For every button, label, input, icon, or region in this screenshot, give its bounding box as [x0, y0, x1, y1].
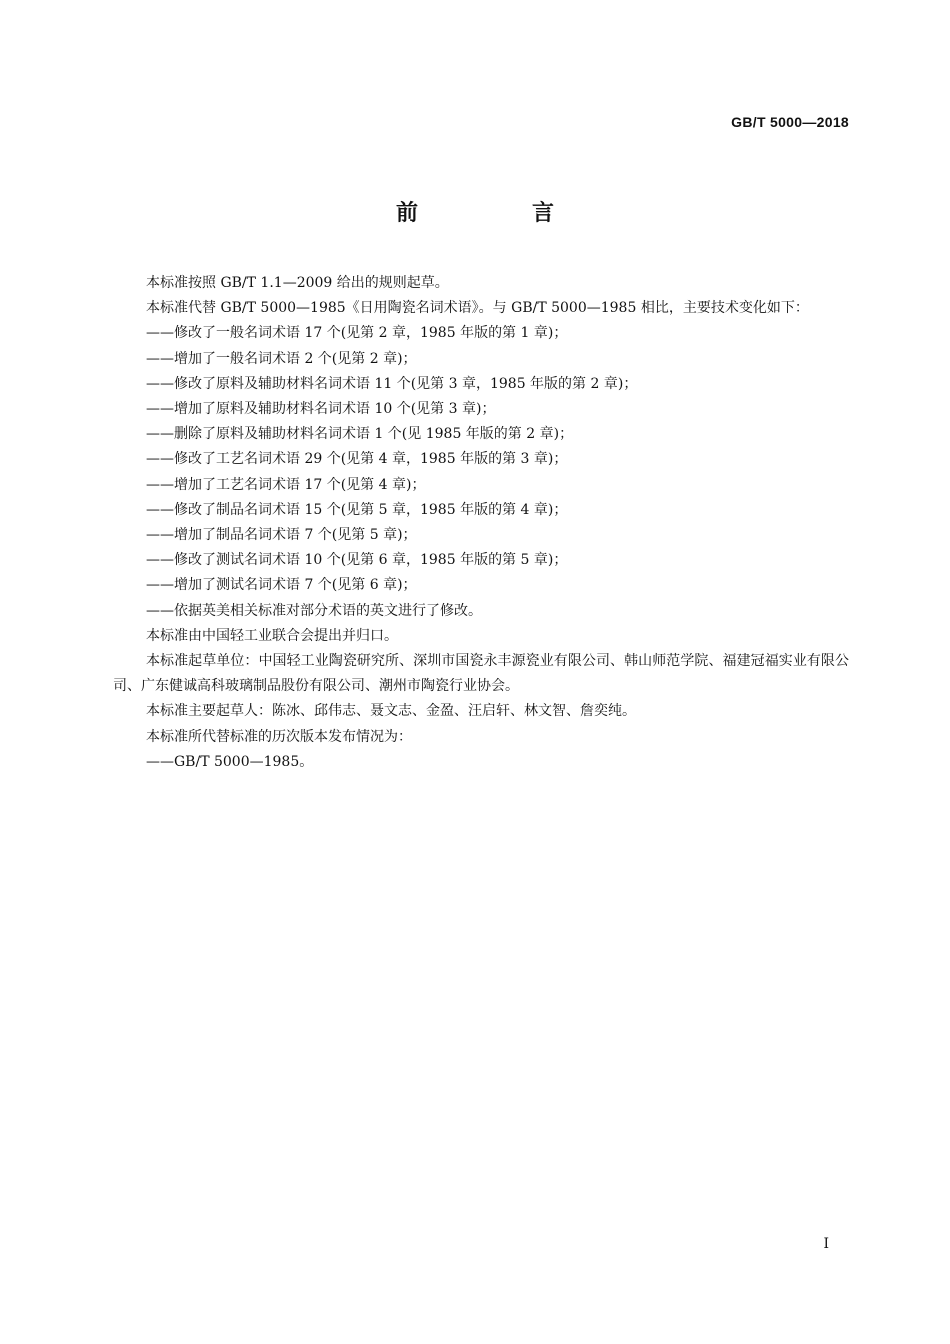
- paragraph: 本标准由中国轻工业联合会提出并归口。: [146, 627, 398, 644]
- list-item: ——修改了原料及辅助材料名词术语 11 个(见第 3 章，1985 年版的第 2 章)；: [146, 375, 638, 392]
- list-item: ——GB/T 5000—1985。: [146, 753, 314, 770]
- page-number: I: [823, 1236, 829, 1252]
- list-item: ——增加了测试名词术语 7 个(见第 6 章)；: [146, 577, 417, 594]
- list-item: ——修改了一般名词术语 17 个(见第 2 章，1985 年版的第 1 章)；: [146, 325, 568, 342]
- list-item: ——增加了原料及辅助材料名词术语 10 个(见第 3 章)；: [146, 401, 496, 418]
- list-item: ——删除了原料及辅助材料名词术语 1 个(见 1985 年版的第 2 章)；: [146, 426, 574, 443]
- list-item: ——增加了工艺名词术语 17 个(见第 4 章)；: [146, 476, 426, 493]
- list-item: ——依据英美相关标准对部分术语的英文进行了修改。: [146, 602, 482, 619]
- page-title: 前 言: [395, 201, 600, 226]
- list-item: ——修改了工艺名词术语 29 个(见第 4 章，1985 年版的第 3 章)；: [146, 451, 568, 468]
- list-item: ——增加了一般名词术语 2 个(见第 2 章)；: [146, 350, 417, 367]
- standard-code: GB/T 5000—2018: [731, 114, 849, 130]
- list-item: ——增加了制品名词术语 7 个(见第 5 章)；: [146, 527, 417, 544]
- paragraph: 本标准代替 GB/T 5000—1985《日用陶瓷名词术语》。与 GB/T 5000—1985 相比，主要技术变化如下：: [146, 300, 809, 317]
- paragraph: 本标准所代替标准的历次版本发布情况为：: [146, 728, 412, 745]
- list-item: ——修改了制品名词术语 15 个(见第 5 章，1985 年版的第 4 章)；: [146, 501, 568, 518]
- list-item: ——修改了测试名词术语 10 个(见第 6 章，1985 年版的第 5 章)；: [146, 552, 568, 569]
- foreword-body: [113, 271, 849, 775]
- paragraph: 本标准主要起草人：陈冰、邱伟志、聂文志、金盈、汪启轩、林文智、詹奕纯。: [146, 703, 636, 720]
- paragraph: 本标准起草单位：中国轻工业陶瓷研究所、深圳市国瓷永丰源瓷业有限公司、韩山师范学院、福建冠福实业有限公司、广东健诚高科玻璃制品股份有限公司、潮州市陶瓷行业协会。: [113, 653, 849, 695]
- paragraph: 本标准按照 GB/T 1.1—2009 给出的规则起草。: [146, 275, 449, 291]
